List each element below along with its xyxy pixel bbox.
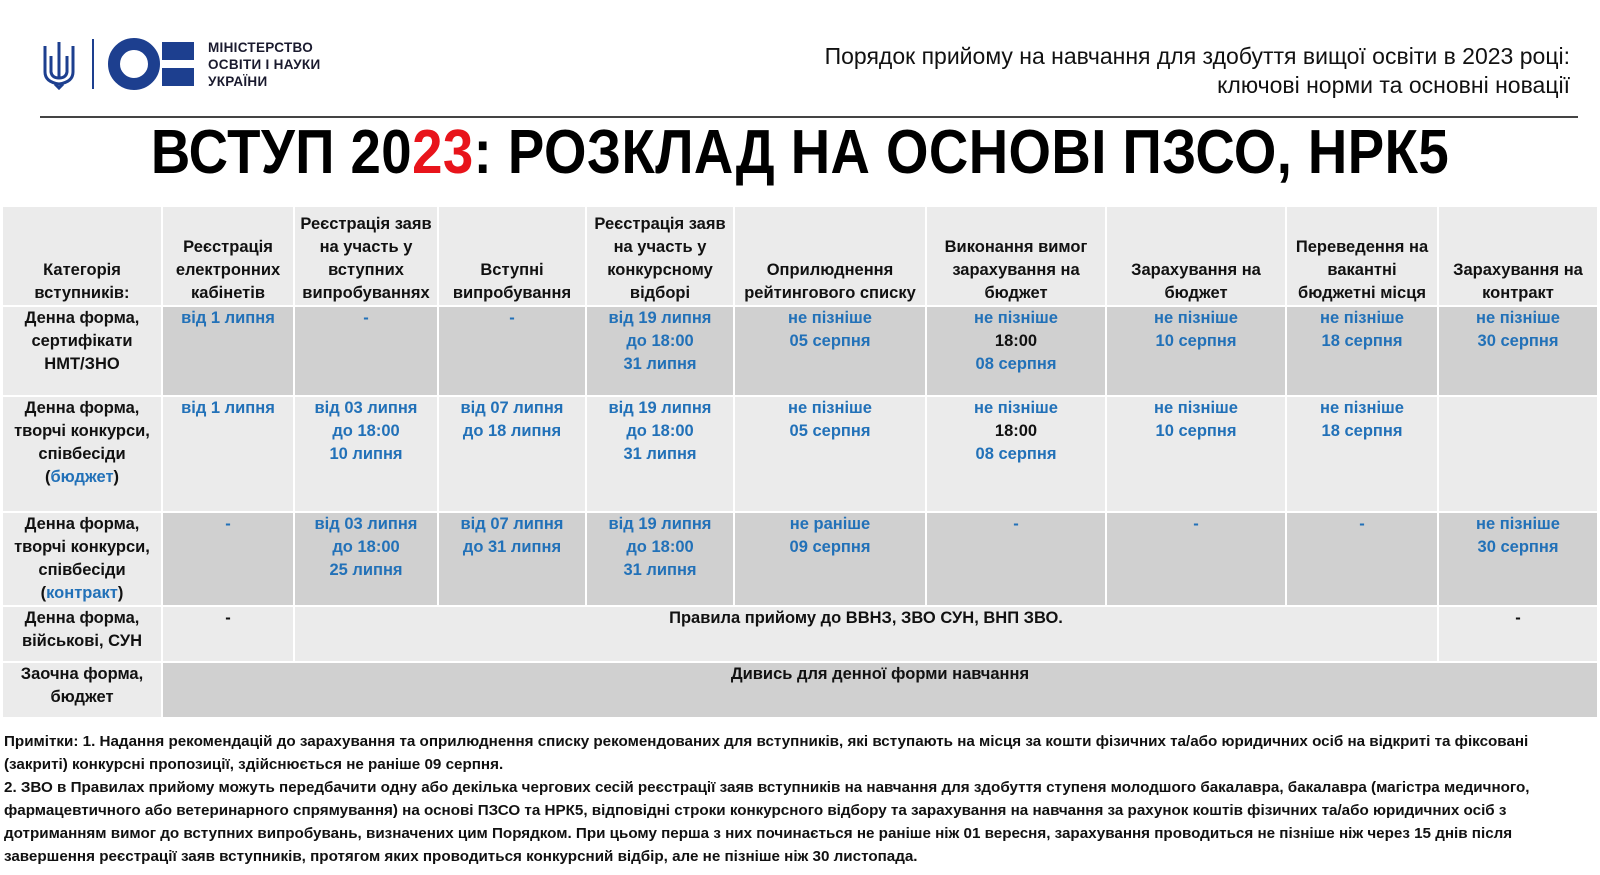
table-cell: не пізніше 10 серпня [1106,306,1286,396]
part-time-cell: Дивись для денної форми навчання [162,662,1598,718]
page-title: ВСТУП 2023: РОЗКЛАД НА ОСНОВІ ПЗСО, НРК5 [150,118,1450,187]
header-competition-application: Реєстрація заяв на участь у конкурсному відборі [586,206,734,306]
table-cell: - [1438,606,1598,662]
mon-mark-icon [108,36,200,92]
table-cell: - [162,512,294,606]
ministry-name: МІНІСТЕРСТВО ОСВІТИ І НАУКИ УКРАЇНИ [208,39,321,89]
table-cell: не пізніше 18:00 08 серпня [926,396,1106,512]
page-header [0,0,1600,120]
table-cell: від 03 липня до 18:00 10 липня [294,396,438,512]
header-cabinet-registration: Реєстрація електронних кабінетів [162,206,294,306]
table-cell: не пізніше 05 серпня [734,306,926,396]
schedule-table [1,205,1599,719]
row-category: Заочна форма, бюджет [2,662,162,718]
table-cell: - [162,606,294,662]
table-cell: від 1 липня [162,396,294,512]
table-cell: не пізніше 05 серпня [734,396,926,512]
table-cell: не пізніше 30 серпня [1438,306,1598,396]
row-category: Денна форма, сертифікати НМТ/ЗНО [2,306,162,396]
document-subtitle: Порядок прийому на навчання для здобуття вищої освіти в 2023 році: ключові норми та основні новації [824,43,1570,98]
header-rating-list: Оприлюднення рейтингового списку [734,206,926,306]
footnote-1: Примітки: 1. Надання рекомендацій до зарахування та оприлюднення списку рекомендованих для вступників, які вступають на місця за кошти фізичних та/або юридичних осіб на відкриті та фіксовані (закриті) конкурсні пропозиції, здійснюється не раніше 09 серпня. [4,733,1529,773]
table-cell: від 03 липня до 18:00 25 липня [294,512,438,606]
header-category: Категорія вступників: [2,206,162,306]
table-cell: - [926,512,1106,606]
table-cell: від 07 липня до 18 липня [438,396,586,512]
table-cell [1438,396,1598,512]
table-row [2,606,1598,662]
table-row [2,512,1598,606]
footnotes [4,730,1594,868]
table-cell: від 07 липня до 31 липня [438,512,586,606]
table-cell: не пізніше 18 серпня [1286,306,1438,396]
table-cell: від 19 липня до 18:00 31 липня [586,306,734,396]
table-row [2,396,1598,512]
table-row [2,662,1598,718]
footnote-2: 2. ЗВО в Правилах прийому можуть передбачити одну або декілька чергових сесій реєстрації заяв вступників на навчання для здобуття ступеня молодшого бакалавра, бакалавра (магістра медичного, фармацевтичного або ветеринарного спрямування) на основі ПЗСО та НРК5, відповідні строки конкурсного відбору та зарахування на навчання за рахунок коштів фізичних та/або юридичних осіб з дотриманням вимог до вступних випробувань, визначених цим Порядком. При цьому перша з них починається не раніше ніж 01 вересня, зарахування проводиться не пізніше ніж через 15 днів після завершення реєстрації заяв вступників, протягом яких проводиться конкурсний відбір, але не пізніше ніж 30 листопада. [4,779,1530,865]
trident-icon [40,38,78,90]
header-budget-enrollment: Зарахування на бюджет [1106,206,1286,306]
table-cell: - [1106,512,1286,606]
row-category: Денна форма, творчі конкурси, співбесіди (контракт) [2,512,162,606]
row-category: Денна форма, творчі конкурси, співбесіди (бюджет) [2,396,162,512]
logo-divider [92,39,94,89]
budget-tag: бюджет [50,468,114,486]
table-cell: від 1 липня [162,306,294,396]
table-cell: від 19 липня до 18:00 31 липня [586,512,734,606]
table-cell: не пізніше 30 серпня [1438,512,1598,606]
military-rules-cell: Правила прийому до ВВНЗ, ЗВО СУН, ВНП ЗВО. [294,606,1438,662]
table-cell: не раніше 09 серпня [734,512,926,606]
table-cell: не пізніше 18 серпня [1286,396,1438,512]
table-cell: - [438,306,586,396]
table-cell: від 19 липня до 18:00 31 липня [586,396,734,512]
table-cell: - [294,306,438,396]
table-cell: - [1286,512,1438,606]
table-cell: не пізніше 10 серпня [1106,396,1286,512]
title-year-highlight: 23 [412,118,474,187]
row-category: Денна форма, військові, СУН [2,606,162,662]
header-contract-enrollment: Зарахування на контракт [1438,206,1598,306]
header-entrance-exams: Вступні випробування [438,206,586,306]
header-exam-application: Реєстрація заяв на участь у вступних випробуваннях [294,206,438,306]
table-cell: не пізніше 18:00 08 серпня [926,306,1106,396]
table-header-row [2,206,1598,306]
header-vacant-transfer: Переведення на вакантні бюджетні місця [1286,206,1438,306]
table-row [2,306,1598,396]
header-budget-requirements: Виконання вимог зарахування на бюджет [926,206,1106,306]
ministry-logo [40,36,320,92]
contract-tag: контракт [46,584,118,602]
